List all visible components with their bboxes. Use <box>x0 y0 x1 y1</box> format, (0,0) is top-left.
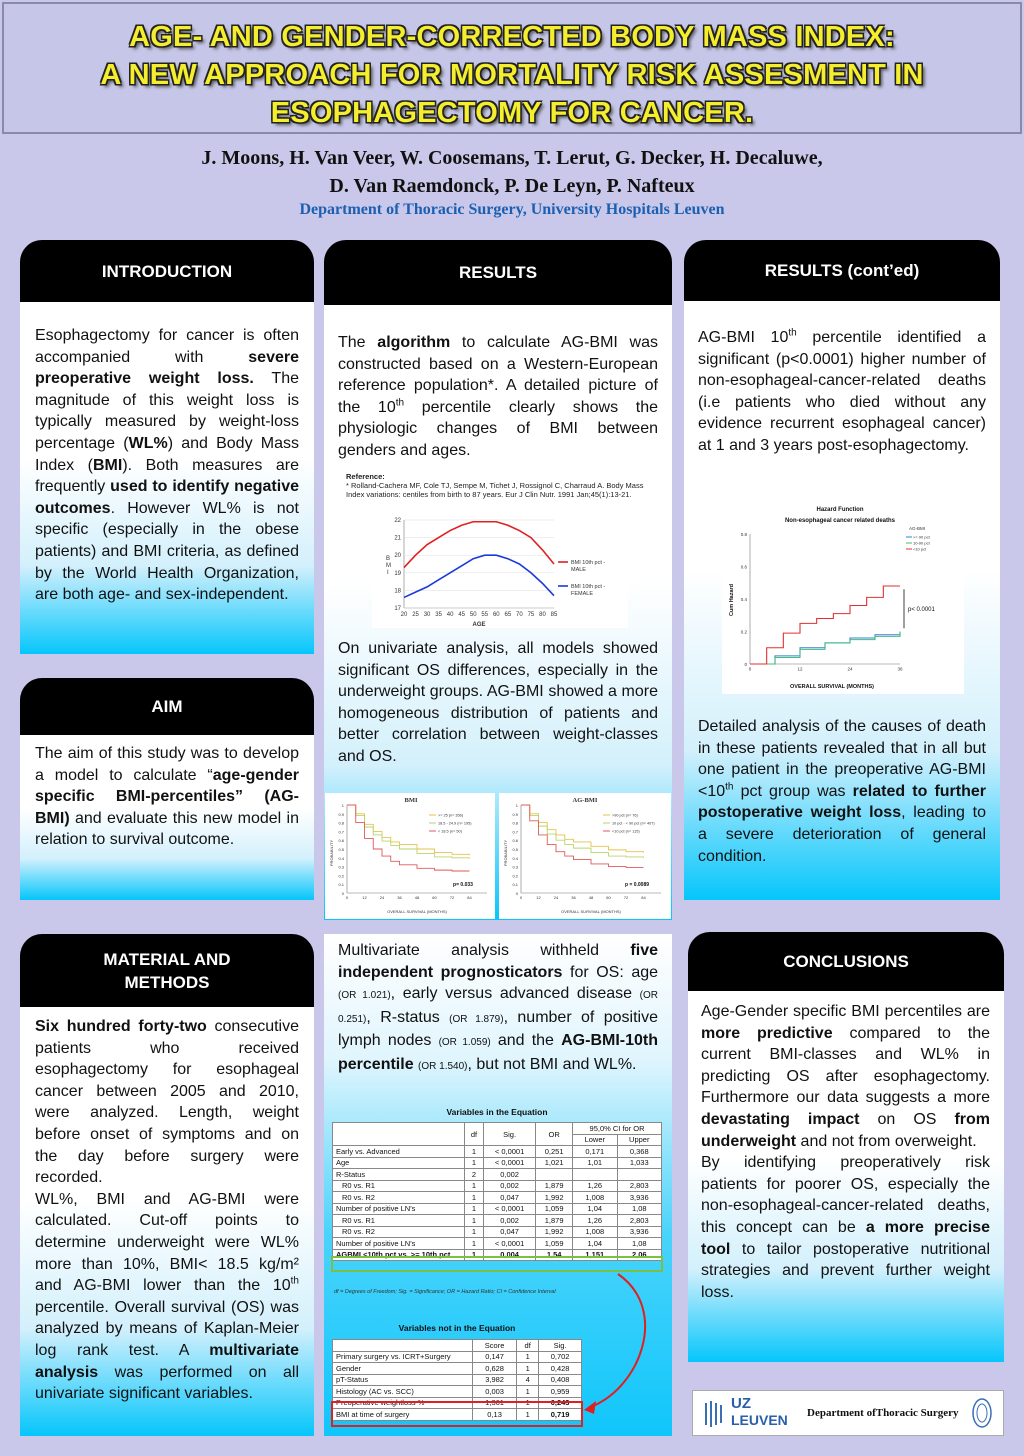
chart-subtitle: Non-esophageal cancer related deaths <box>784 518 896 524</box>
x-tick-label: 35 <box>435 612 442 618</box>
methods-heading-line-1: MATERIAL AND <box>103 949 231 969</box>
km-bmi-chart <box>325 793 495 919</box>
x-tick-label: 50 <box>469 612 477 618</box>
table2-cell: 0,719 <box>539 1409 582 1421</box>
y-tick-label: 21 <box>394 535 401 542</box>
curved-arrow-icon <box>560 1270 660 1420</box>
table1-cell <box>573 1169 617 1181</box>
legend-label: >90 pct (n= 76) <box>612 813 638 818</box>
y-tick-label: 0.9 <box>512 811 518 817</box>
table2-cell: 0,13 <box>473 1409 517 1421</box>
p-value-label: p< 0.0001 <box>908 606 935 613</box>
chart-title: AG-BMI <box>572 797 598 804</box>
table2-cell: 1,361 <box>473 1397 517 1409</box>
table1-head-blank <box>333 1123 465 1146</box>
p-value-label: p = 0.0089 <box>624 882 650 888</box>
y-tick-label: 0.6 <box>338 838 344 844</box>
title-line-1: AGE- AND GENDER-CORRECTED BODY MASS INDEX: <box>129 21 895 53</box>
table1-cell: 1,059 <box>536 1203 573 1215</box>
table1-cell: 1,992 <box>536 1226 573 1238</box>
results-cont-heading: RESULTS (cont’ed) <box>684 240 1000 301</box>
results-text-1: The algorithm to calculate AG-BMI was constructed based on a Western-European reference population*. A detailed picture of the 10th percentile clearly shows the physiologic changes of BMI between genders and ages. <box>338 334 659 459</box>
x-tick-label: 0 <box>345 895 349 900</box>
y-axis-label-m: M <box>386 563 391 569</box>
x-tick-label: 48 <box>414 895 420 900</box>
table2-row <box>333 1386 582 1398</box>
x-axis-label: OVERALL SURVIVAL (MONTHS) <box>561 909 621 914</box>
table1-cell: AGBMI <10th pct vs. >= 10th pct <box>333 1249 465 1261</box>
x-tick-label: 48 <box>588 895 594 900</box>
table2-head-sig: Sig. <box>539 1340 582 1352</box>
x-tick-label: 24 <box>379 895 385 900</box>
legend-label: < 18.5 (n= 50) <box>438 829 462 834</box>
table1-cell: 2 <box>465 1169 484 1181</box>
introduction-text: Esophagectomy for cancer is often accompanied with severe preoperative weight loss. The magnitude of this weight loss is typically measured by weight-loss percentage (WL%) and Body Mass Index (BMI). Both measures are frequently used to identify negative outcomes. However WL% is not specific (especially in the obese patients) and BMI criteria, as defined by the World Health Organization, are both age- and sex-independent. <box>35 327 299 604</box>
y-tick-label: 1 <box>341 803 344 808</box>
title-line-2: A NEW APPROACH FOR MORTALITY RISK ASSESMENT IN <box>100 59 924 91</box>
conclusions-heading: CONCLUSIONS <box>688 932 1004 991</box>
x-axis-label: AGE <box>472 622 486 628</box>
chart-title: Hazard Function <box>816 507 864 513</box>
table1-cell: 1,08 <box>617 1238 661 1250</box>
table1-cell: 1 <box>465 1203 484 1215</box>
x-tick-label: 65 <box>504 612 512 618</box>
table2-cell: Histology (AC vs. SCC) <box>333 1386 473 1398</box>
y-axis-label: Cum Hazard <box>729 583 735 617</box>
x-tick-label: 0 <box>748 666 752 672</box>
table1-cell: 2,803 <box>617 1215 661 1227</box>
legend-label: 10 pct - < 90 pct (n= 407) <box>612 821 655 826</box>
y-tick-label: 0.4 <box>512 855 518 861</box>
table1-cell: 1,01 <box>573 1157 617 1169</box>
table2-cell: 0,702 <box>539 1351 582 1363</box>
methods-text: Six hundred forty-two consecutive patients who received esophagectomy for esophageal cancer between 2005 and 2010, were analyzed. Length, weight before onset of symptoms and on the day before surgery were recorded. WL%, BMI and AG-BMI were calculated. Cut-off points to determine underweight were WL% more than 10%, BMI< 18.5 kg/m² and AG-BMI lower than the 10th percentile. Overall survival (OS) was analyzed by means of Kaplan-Meier log rank test. A multivariate analysis was performed on all univariate significant variables. <box>35 1018 300 1403</box>
table1-row <box>333 1215 662 1227</box>
table1-cell: 0,171 <box>573 1146 617 1158</box>
table1-cell: 1,021 <box>536 1157 573 1169</box>
table1-row <box>333 1226 662 1238</box>
table1-head-or: OR <box>536 1123 573 1146</box>
table2-cell: 1 <box>517 1409 539 1421</box>
y-tick-label: 0.2 <box>512 873 518 879</box>
y-tick-label: 0.1 <box>512 882 518 888</box>
table2-cell: 1 <box>517 1351 539 1363</box>
table2-row <box>333 1363 582 1375</box>
y-tick-label: 0.3 <box>512 864 518 870</box>
table1-cell: 0,002 <box>484 1180 536 1192</box>
table1-cell: R0 vs. R1 <box>333 1180 465 1192</box>
x-tick-label: 36 <box>397 895 402 900</box>
x-tick-label: 55 <box>481 612 489 618</box>
table1-head-lower: Lower <box>573 1134 617 1146</box>
table2-cell: 0,003 <box>473 1386 517 1398</box>
y-tick-label: 0.1 <box>338 882 344 888</box>
x-tick-label: 20 <box>400 612 408 618</box>
y-tick-label: 22 <box>394 518 401 524</box>
table1-cell: 1,08 <box>617 1203 661 1215</box>
y-tick-label: 0.4 <box>740 597 747 602</box>
table1-cell: 1 <box>465 1215 484 1227</box>
table1-cell: 1,033 <box>617 1157 661 1169</box>
y-tick-label: 20 <box>394 553 401 560</box>
y-tick-label: 0 <box>341 891 344 896</box>
y-tick-label: 0.4 <box>338 855 344 861</box>
uz-leuven-logo-icon <box>703 1399 725 1429</box>
legend-label: 18.5 - 24.9 (n= 195) <box>438 821 472 826</box>
table1-note: df = Degrees of Freedom; Sig. = Significance; OR = Hazard Ratio; CI = Confidence Interval <box>334 1289 556 1295</box>
table1-cell: R0 vs. R1 <box>333 1215 465 1227</box>
x-tick-label: 72 <box>449 895 455 900</box>
poster-title <box>2 2 1022 134</box>
reference-label: Reference: <box>346 472 385 481</box>
reference <box>346 472 662 499</box>
x-tick-label: 84 <box>641 895 646 900</box>
x-axis-label: OVERALL SURVIVAL (MONTHS) <box>790 684 874 690</box>
department: Department of Thoracic Surgery, University Hospitals Leuven <box>299 201 725 218</box>
introduction-heading: INTRODUCTION <box>20 240 314 302</box>
legend-label: BMI 10th pct - <box>571 560 606 566</box>
legend-label: FEMALE <box>571 591 594 597</box>
authors <box>0 144 1024 200</box>
legend-title: AG-BMI <box>909 526 926 531</box>
table1-cell: 2,803 <box>617 1180 661 1192</box>
y-tick-label: 17 <box>394 606 401 612</box>
x-tick-label: 36 <box>897 666 903 672</box>
reference-text: * Rolland-Cachera MF, Cole TJ, Sempe M, Tichet J, Rossignol C, Charraud A. Body Mass Index variations: centiles from birth to 87 years. Eur J Clin Nutr. 1991 Jan;45(1):13-21. <box>346 481 644 499</box>
results-cont-text-2: Detailed analysis of the causes of death in these patients revealed that in all but one patient in the preoperative AG-BMI <10th pct group was related to further postoperative weight loss, leading to a severe deterioration of general condition. <box>698 718 987 865</box>
table2-cell: 1 <box>517 1386 539 1398</box>
table1-head-ci: 95,0% CI for OR <box>573 1123 662 1135</box>
y-tick-label: 0.5 <box>338 847 344 852</box>
y-tick-label: 0.2 <box>338 873 344 879</box>
table-variables-in-equation <box>332 1122 662 1261</box>
x-tick-label: 30 <box>423 612 431 618</box>
table1-cell: 2,06 <box>617 1249 661 1261</box>
table1-cell: R0 vs. R2 <box>333 1226 465 1238</box>
table2-head-df: df <box>517 1340 539 1352</box>
table1-cell: 1 <box>465 1249 484 1261</box>
table1-row <box>333 1192 662 1204</box>
x-tick-label: 85 <box>550 612 558 618</box>
table1-cell: 0,002 <box>484 1215 536 1227</box>
table1-cell: 1,04 <box>573 1203 617 1215</box>
x-tick-label: 24 <box>847 666 853 672</box>
hazard-chart <box>722 500 964 694</box>
table1-cell: 1 <box>465 1180 484 1192</box>
table2-row <box>333 1351 582 1363</box>
table2-cell: 4 <box>517 1374 539 1386</box>
table1-cell: R0 vs. R2 <box>333 1192 465 1204</box>
table2-cell: 3,982 <box>473 1374 517 1386</box>
y-tick-label: 0.6 <box>512 838 518 844</box>
authors-line-2: D. Van Raemdonck, P. De Leyn, P. Nafteux <box>329 175 695 197</box>
table1-row <box>333 1180 662 1192</box>
y-tick-label: 18 <box>394 588 401 595</box>
table1-caption: Variables in the Equation <box>446 1107 548 1117</box>
table1-cell: 0,047 <box>484 1226 536 1238</box>
table1-cell: 3,936 <box>617 1226 661 1238</box>
aim-heading: AIM <box>20 678 314 735</box>
table2-cell: 1 <box>517 1363 539 1375</box>
table2-cell: 0,428 <box>539 1363 582 1375</box>
x-axis-label: OVERALL SURVIVAL (MONTHS) <box>387 909 447 914</box>
table1-head-upper: Upper <box>617 1134 661 1146</box>
x-tick-label: 12 <box>536 895 541 900</box>
table1-cell: 0,368 <box>617 1146 661 1158</box>
university-seal-icon <box>971 1397 993 1429</box>
table1-head-sig: Sig. <box>484 1123 536 1146</box>
table1-cell: 1,26 <box>573 1180 617 1192</box>
legend-label: >= 25 (n= 356) <box>438 813 464 818</box>
legend-label: BMI 10th pct - <box>571 584 606 590</box>
table1-cell: Number of positive LN's <box>333 1238 465 1250</box>
table1-cell: 3,936 <box>617 1192 661 1204</box>
table1-cell: 1,879 <box>536 1215 573 1227</box>
table1-cell: < 0,0001 <box>484 1203 536 1215</box>
table1-cell: R-Status <box>333 1169 465 1181</box>
results-heading: RESULTS <box>324 240 672 305</box>
table1-cell: Early vs. Advanced <box>333 1146 465 1158</box>
p-value-label: p= 0.033 <box>453 882 473 888</box>
x-tick-label: 45 <box>458 612 466 618</box>
table1-row <box>333 1238 662 1250</box>
logo-uz: UZ <box>731 1395 751 1412</box>
methods-heading-line-2: METHODS <box>124 972 210 992</box>
y-axis-label-i: I <box>387 570 389 576</box>
table1-cell: 1,54 <box>536 1249 573 1261</box>
legend-label: >= 90 pct <box>913 534 930 540</box>
chart-title: BMI <box>404 797 418 804</box>
x-tick-label: 70 <box>516 612 523 618</box>
table1-cell: 1 <box>465 1192 484 1204</box>
table2-cell: pT-Status <box>333 1374 473 1386</box>
x-tick-label: 36 <box>571 895 576 900</box>
y-axis-label: PROBABILITY <box>329 839 334 867</box>
y-tick-label: 0.7 <box>338 829 344 835</box>
table2-cell: BMI at time of surgery <box>333 1409 473 1421</box>
table1-cell: 1,008 <box>573 1192 617 1204</box>
table1-cell: 0,004 <box>484 1249 536 1261</box>
table2-head-score: Score <box>473 1340 517 1352</box>
legend-label: <10 pct <box>913 546 927 552</box>
x-tick-label: 40 <box>446 612 454 618</box>
table1-cell: 1 <box>465 1238 484 1250</box>
y-tick-label: 0.3 <box>338 864 344 870</box>
table1-cell <box>536 1169 573 1181</box>
table2-cell: 0,959 <box>539 1386 582 1398</box>
legend-label: MALE <box>571 567 586 573</box>
table2-cell: Preoperative weightloss % <box>333 1397 473 1409</box>
x-tick-label: 75 <box>527 612 535 618</box>
y-tick-label: 0.8 <box>740 532 747 537</box>
y-axis-label: PROBABILITY <box>503 839 508 867</box>
x-tick-label: 80 <box>539 612 546 618</box>
table1-cell: 1,992 <box>536 1192 573 1204</box>
authors-line-1: J. Moons, H. Van Veer, W. Coosemans, T. Lerut, G. Decker, H. Decaluwe, <box>201 147 823 169</box>
table1-cell: 0,047 <box>484 1192 536 1204</box>
table2-cell: 0,408 <box>539 1374 582 1386</box>
results-cont-text-1: AG-BMI 10th percentile identified a significant (p<0.0001) higher number of non-esophageal-cancer-related deaths (i.e patients who died without any evidence recurrent esophageal cancer) at 1 and 3 years post-esophagectomy. <box>698 327 987 454</box>
y-tick-label: 0 <box>515 891 518 896</box>
y-axis-label-b: B <box>386 556 391 562</box>
table1-cell: 1,879 <box>536 1180 573 1192</box>
table2-cell: 0,147 <box>473 1351 517 1363</box>
table1-cell: 1,151 <box>573 1249 617 1261</box>
y-tick-label: 0.8 <box>512 820 518 826</box>
x-tick-label: 24 <box>553 895 559 900</box>
table2-cell: 0,243 <box>539 1397 582 1409</box>
footer-logo-bar <box>692 1390 1004 1436</box>
table1-cell: 1,059 <box>536 1238 573 1250</box>
x-tick-label: 12 <box>797 666 803 672</box>
aim-text: The aim of this study was to develop a model to calculate “age-gender specific BMI-percentiles” (AG-BMI) and evaluate this new model in relation to survival outcome. <box>35 745 299 849</box>
x-tick-label: 25 <box>412 612 419 618</box>
table1-cell: 1 <box>465 1226 484 1238</box>
legend-label: <10 pct (n= 115) <box>612 829 640 834</box>
table1-row <box>333 1169 662 1181</box>
table2-cell: Primary surgery vs. ICRT+Surgery <box>333 1351 473 1363</box>
title-line-3: ESOPHAGECTOMY FOR CANCER. <box>270 97 754 129</box>
km-agbmi-chart <box>499 793 671 919</box>
x-tick-label: 0 <box>519 895 523 900</box>
table1-cell <box>617 1169 661 1181</box>
table2-caption: Variables not in the Equation <box>398 1323 516 1333</box>
y-tick-label: 0.9 <box>338 811 344 817</box>
table1-cell: < 0,0001 <box>484 1157 536 1169</box>
table1-cell: < 0,0001 <box>484 1146 536 1158</box>
logo-department: Department ofThoracic Surgery <box>807 1407 959 1419</box>
y-tick-label: 0.2 <box>740 629 747 635</box>
weightloss-highlight-box <box>331 1401 583 1427</box>
legend-label: 10-90 pct <box>913 540 930 546</box>
table1-cell: Number of positive LN's <box>333 1203 465 1215</box>
table2-cell: Gender <box>333 1363 473 1375</box>
table1-head-df: df <box>465 1123 484 1146</box>
y-tick-label: 0.7 <box>512 829 518 835</box>
table1-cell: 1 <box>465 1157 484 1169</box>
x-tick-label: 60 <box>432 895 437 900</box>
x-tick-label: 12 <box>362 895 367 900</box>
x-tick-label: 72 <box>623 895 629 900</box>
table2-head-blank <box>333 1340 473 1352</box>
x-tick-label: 84 <box>467 895 472 900</box>
table1-row <box>333 1203 662 1215</box>
table2-cell: 1 <box>517 1397 539 1409</box>
y-tick-label: 1 <box>515 803 518 808</box>
table1-row <box>333 1146 662 1158</box>
table1-cell: 0,002 <box>484 1169 536 1181</box>
y-tick-label: 0.8 <box>338 820 344 826</box>
results-text-2: On univariate analysis, all models showed significant OS differences, especially in the underweight groups. AG-BMI showed a more homogeneous distribution of patients and better correlation between weight-classes and OS. <box>338 640 658 765</box>
methods-heading <box>20 934 314 1007</box>
x-tick-label: 60 <box>606 895 611 900</box>
table1-cell: 1,04 <box>573 1238 617 1250</box>
bmi-percentile-chart <box>372 512 628 628</box>
y-tick-label: 0 <box>744 662 747 667</box>
logo-leuven: LEUVEN <box>731 1412 788 1428</box>
multivariate-text: Multivariate analysis withheld five independent prognosticators for OS: age (OR 1.021), early versus advanced disease (OR 0.251), R-status (OR 1.879), number of positive lymph nodes (OR 1.059) and the AG-BMI-10th percentile (OR 1.540), but not BMI and WL%. <box>338 942 659 1073</box>
y-tick-label: 0.6 <box>740 564 747 570</box>
table2-row <box>333 1374 582 1386</box>
table1-cell: 0,251 <box>536 1146 573 1158</box>
table1-cell: 1 <box>465 1146 484 1158</box>
table1-row <box>333 1157 662 1169</box>
table1-cell: < 0,0001 <box>484 1238 536 1250</box>
x-tick-label: 60 <box>492 612 500 618</box>
y-tick-label: 19 <box>394 570 401 577</box>
table1-cell: 1,008 <box>573 1226 617 1238</box>
table1-cell: 1,26 <box>573 1215 617 1227</box>
conclusions-text: Age-Gender specific BMI percentiles are more predictive compared to the current BMI-classes and WL% in predicting OS after esophagectomy. Furthermore our data suggests a more devastating impact on OS from underweight and not from overweight. By identifying preoperatively risk patients for poorer OS, especially the non-esophageal-cancer-related deaths, this concept can be a more precise tool to tailor postoperative nutritional strategies and prevent further weight loss. <box>701 1003 991 1301</box>
table2-cell: 0,628 <box>473 1363 517 1375</box>
table1-cell: Age <box>333 1157 465 1169</box>
y-tick-label: 0.5 <box>512 847 518 852</box>
